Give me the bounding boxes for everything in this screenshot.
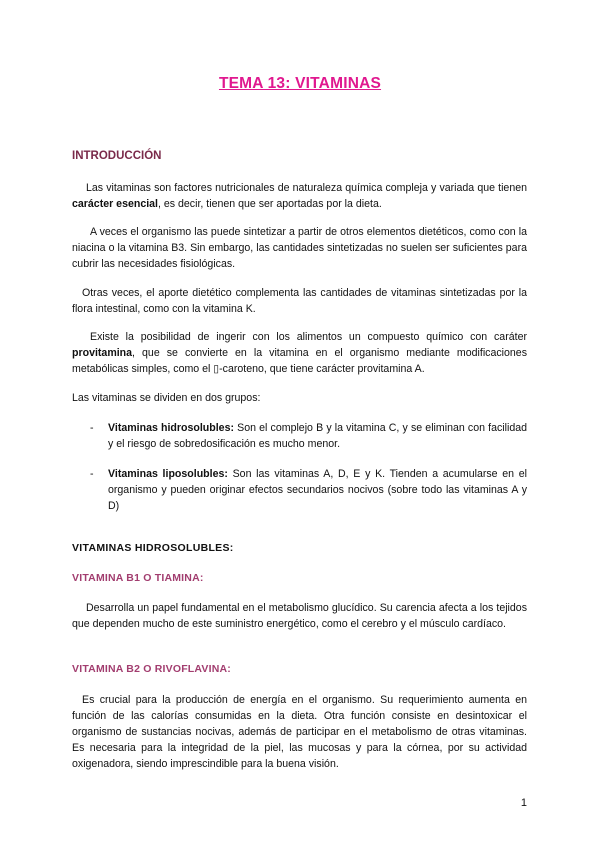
paragraph-intro-2: A veces el organismo las puede sintetizar a partir de otros elementos dietéticos, como con la niacina o la vitamina B3. Sin embargo, las cantidades sintetizadas no suelen ser suficientes para cubrir las necesidades fisiológicas.: [72, 226, 527, 270]
vitamin-b1-heading: VITAMINA B1 O TIAMINA:: [72, 572, 204, 584]
p4-text-c: , que se convierte en la vitamina en el organismo mediante modificaciones metabólicas simples, como el ▯-caroteno, que tiene carácter provitamina A.: [72, 347, 527, 375]
p4-text-a: Existe la posibilidad de ingerir con los alimentos un compuesto químico con caráter: [90, 331, 527, 343]
p1-text-a: Las vitaminas son factores nutricionales de naturaleza química compleja y variada que tienen: [86, 182, 527, 194]
vitamin-b1-paragraph: Desarrolla un papel fundamental en el metabolismo glucídico. Su carencia afecta a los tejidos que dependen mucho de este suministro energético, como el cerebro y el músculo cardíaco.: [72, 602, 527, 630]
document-title: TEMA 13: VITAMINAS: [218, 75, 382, 92]
list-item-term: Vitaminas hidrosolubles:: [108, 422, 234, 434]
paragraph-intro-1: [72, 180, 527, 212]
list-dash: -: [90, 468, 94, 480]
p1-bold: carácter esencial: [72, 198, 158, 210]
p4-bold: provitamina: [72, 347, 133, 359]
list-item: [72, 420, 527, 452]
p1-text-c: , es decir, tienen que ser aportadas por la dieta.: [158, 198, 382, 210]
list-dash: -: [90, 422, 94, 434]
list-item-text: Son el complejo B y la vitamina C, y se eliminan con facilidad y el riesgo de sobredosificación es mucho menor.: [108, 422, 528, 450]
list-item-term: Vitaminas liposolubles:: [108, 468, 228, 480]
vitamin-b2-heading: VITAMINA B2 O RIVOFLAVINA:: [72, 663, 232, 675]
paragraph-groups-intro: Las vitaminas se dividen en dos grupos:: [72, 392, 261, 404]
paragraph-intro-4: [72, 329, 527, 377]
hidrosolubles-heading: VITAMINAS HIDROSOLUBLES:: [72, 542, 234, 554]
list-item-text: Son las vitaminas A, D, E y K. Tienden a acumularse en el organismo y pueden originar efectos secundarios nocivos (sobre todo las vitaminas A y D): [108, 468, 527, 512]
vitamin-b2-paragraph: Es crucial para la producción de energía en el organismo. Su requerimiento aumenta en función de las calorías consumidas en la dieta. Otra función consiste en desintoxicar el organismo de sustancias nocivas, además de participar en el metabolismo de otras vitaminas. Es necesaria para la integridad de la piel, las mucosas y para la córnea, por su actividad oxigenadora, siendo imprescindible para la buena visión.: [72, 694, 527, 770]
vitamin-groups-list: [72, 420, 527, 528]
intro-heading: INTRODUCCIÓN: [72, 150, 162, 162]
paragraph-intro-3: Otras veces, el aporte dietético complementa las cantidades de vitaminas sintetizadas por la flora intestinal, como con la vitamina K.: [72, 287, 527, 315]
page-number: 1: [520, 797, 527, 809]
list-item: [72, 466, 527, 514]
